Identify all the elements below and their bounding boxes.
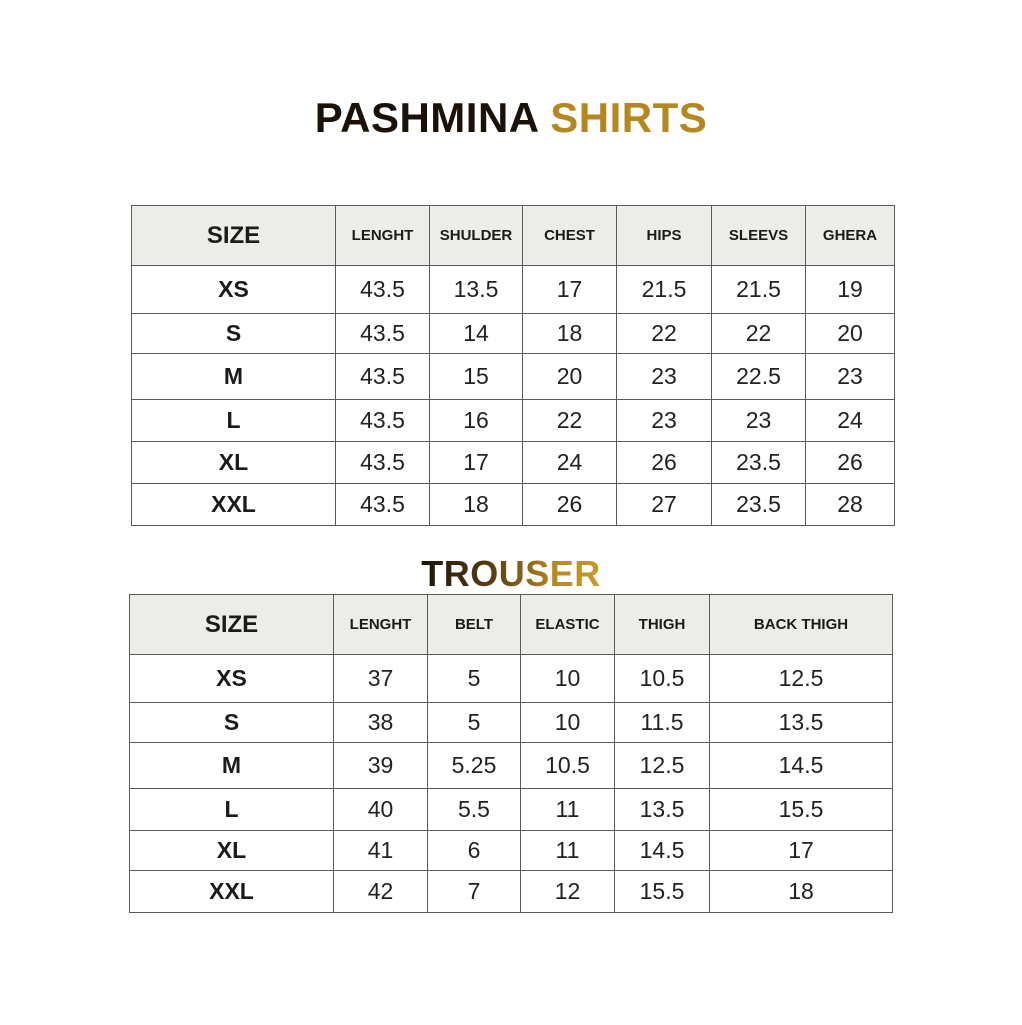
table-row — [132, 354, 895, 400]
value-cell: 10.5 — [615, 655, 710, 703]
table-row — [130, 743, 893, 789]
trouser-size-table — [129, 594, 893, 913]
shirts-col-ghera: GHERA — [806, 206, 895, 266]
value-cell: 18 — [710, 871, 893, 913]
value-cell: 38 — [334, 703, 428, 743]
value-cell: 13.5 — [430, 266, 523, 314]
value-cell: 22 — [523, 400, 617, 442]
value-cell: 20 — [806, 314, 895, 354]
shirts-col-hips: HIPS — [617, 206, 712, 266]
value-cell: 23.5 — [712, 484, 806, 526]
value-cell: 42 — [334, 871, 428, 913]
value-cell: 19 — [806, 266, 895, 314]
value-cell: 21.5 — [617, 266, 712, 314]
value-cell: 40 — [334, 789, 428, 831]
value-cell: 37 — [334, 655, 428, 703]
value-cell: 10.5 — [521, 743, 615, 789]
size-cell: S — [130, 703, 334, 743]
value-cell: 6 — [428, 831, 521, 871]
shirts-col-length: LENGHT — [336, 206, 430, 266]
size-cell: L — [130, 789, 334, 831]
value-cell: 10 — [521, 655, 615, 703]
value-cell: 22 — [712, 314, 806, 354]
value-cell: 23 — [806, 354, 895, 400]
value-cell: 15.5 — [615, 871, 710, 913]
size-cell: XL — [130, 831, 334, 871]
value-cell: 43.5 — [336, 484, 430, 526]
value-cell: 26 — [617, 442, 712, 484]
value-cell: 27 — [617, 484, 712, 526]
size-cell: XXL — [130, 871, 334, 913]
table-row — [132, 314, 895, 354]
value-cell: 43.5 — [336, 266, 430, 314]
size-cell: L — [132, 400, 336, 442]
size-cell: XS — [132, 266, 336, 314]
value-cell: 18 — [523, 314, 617, 354]
value-cell: 20 — [523, 354, 617, 400]
value-cell: 16 — [430, 400, 523, 442]
table-row — [130, 871, 893, 913]
value-cell: 24 — [806, 400, 895, 442]
value-cell: 21.5 — [712, 266, 806, 314]
value-cell: 11 — [521, 831, 615, 871]
trouser-col-belt: BELT — [428, 595, 521, 655]
value-cell: 11 — [521, 789, 615, 831]
value-cell: 26 — [523, 484, 617, 526]
value-cell: 14 — [430, 314, 523, 354]
value-cell: 23.5 — [712, 442, 806, 484]
trouser-col-length: LENGHT — [334, 595, 428, 655]
value-cell: 23 — [712, 400, 806, 442]
trouser-col-back-thigh: BACK THIGH — [710, 595, 893, 655]
shirts-header-row — [132, 206, 895, 266]
value-cell: 5 — [428, 655, 521, 703]
shirts-col-sleeves: SLEEVS — [712, 206, 806, 266]
trouser-col-size: SIZE — [130, 595, 334, 655]
value-cell: 13.5 — [615, 789, 710, 831]
shirts-col-size: SIZE — [132, 206, 336, 266]
size-cell: XXL — [132, 484, 336, 526]
value-cell: 22 — [617, 314, 712, 354]
value-cell: 12.5 — [615, 743, 710, 789]
value-cell: 43.5 — [336, 354, 430, 400]
value-cell: 12.5 — [710, 655, 893, 703]
value-cell: 14.5 — [710, 743, 893, 789]
value-cell: 14.5 — [615, 831, 710, 871]
value-cell: 43.5 — [336, 314, 430, 354]
value-cell: 17 — [523, 266, 617, 314]
value-cell: 24 — [523, 442, 617, 484]
value-cell: 22.5 — [712, 354, 806, 400]
size-cell: M — [130, 743, 334, 789]
value-cell: 28 — [806, 484, 895, 526]
trouser-col-elastic: ELASTIC — [521, 595, 615, 655]
trouser-title — [0, 553, 1022, 595]
value-cell: 39 — [334, 743, 428, 789]
value-cell: 23 — [617, 400, 712, 442]
value-cell: 17 — [710, 831, 893, 871]
trouser-header-row — [130, 595, 893, 655]
shirts-title-dark: PASHMINA — [314, 94, 539, 141]
table-row — [130, 703, 893, 743]
shirts-title-gold: SHIRTS — [550, 94, 708, 141]
size-cell: XL — [132, 442, 336, 484]
value-cell: 41 — [334, 831, 428, 871]
value-cell: 26 — [806, 442, 895, 484]
value-cell: 15.5 — [710, 789, 893, 831]
table-row — [132, 400, 895, 442]
table-row — [132, 266, 895, 314]
value-cell: 18 — [430, 484, 523, 526]
value-cell: 17 — [430, 442, 523, 484]
shirts-size-table — [131, 205, 895, 526]
value-cell: 43.5 — [336, 442, 430, 484]
size-cell: M — [132, 354, 336, 400]
shirts-col-shoulder: SHULDER — [430, 206, 523, 266]
size-cell: S — [132, 314, 336, 354]
value-cell: 10 — [521, 703, 615, 743]
table-row — [132, 442, 895, 484]
value-cell: 11.5 — [615, 703, 710, 743]
shirts-title — [0, 94, 1022, 142]
size-cell: XS — [130, 655, 334, 703]
table-row — [132, 484, 895, 526]
table-row — [130, 789, 893, 831]
value-cell: 5 — [428, 703, 521, 743]
value-cell: 43.5 — [336, 400, 430, 442]
trouser-col-thigh: THIGH — [615, 595, 710, 655]
value-cell: 13.5 — [710, 703, 893, 743]
value-cell: 23 — [617, 354, 712, 400]
table-row — [130, 655, 893, 703]
trouser-title-text: TROUSER — [421, 553, 601, 594]
shirts-col-chest: CHEST — [523, 206, 617, 266]
value-cell: 12 — [521, 871, 615, 913]
value-cell: 5.25 — [428, 743, 521, 789]
value-cell: 7 — [428, 871, 521, 913]
table-row — [130, 831, 893, 871]
value-cell: 15 — [430, 354, 523, 400]
value-cell: 5.5 — [428, 789, 521, 831]
